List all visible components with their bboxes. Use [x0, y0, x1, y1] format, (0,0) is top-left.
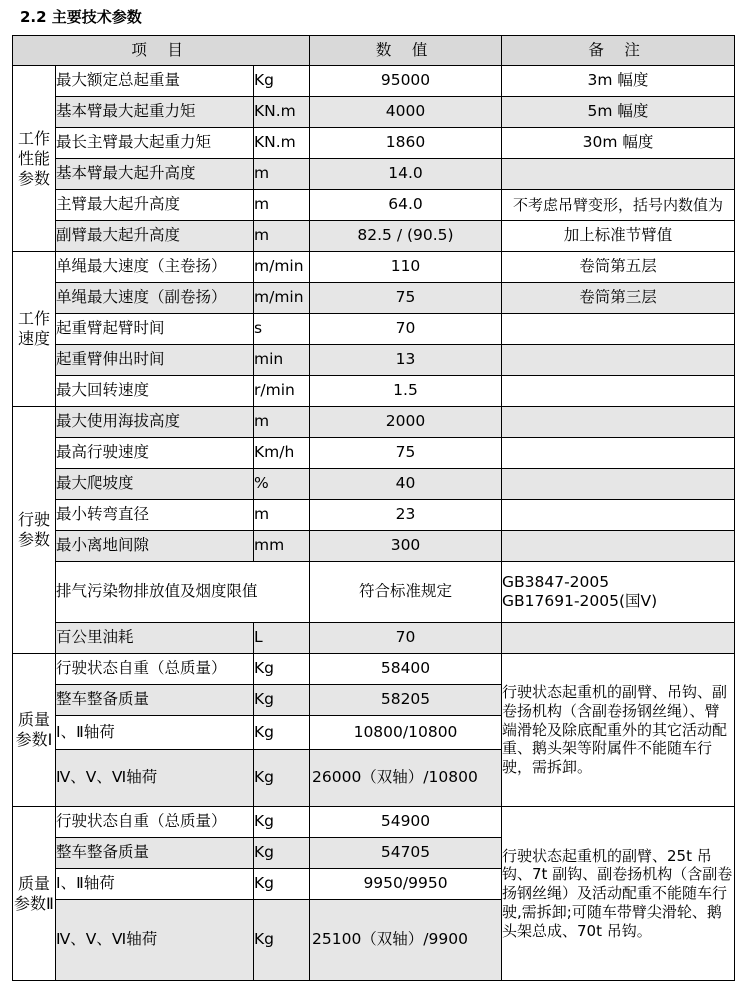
table-row: [13, 283, 735, 314]
param-name: 副臂最大起升高度: [56, 221, 254, 252]
param-unit: Kg: [254, 716, 310, 750]
param-value: 4000: [310, 97, 502, 128]
param-unit: s: [254, 314, 310, 345]
group-label-mass-2: 质量参数Ⅱ: [13, 807, 56, 981]
param-name: 最大使用海拔高度: [56, 407, 254, 438]
param-name: 排气污染物排放值及烟度限值: [56, 562, 310, 623]
param-unit: Kg: [254, 838, 310, 869]
param-value: 82.5 / (90.5): [310, 221, 502, 252]
param-value: 9950/9950: [310, 869, 502, 900]
group-label-driving: 行驶参数: [13, 407, 56, 654]
param-name: 行驶状态自重（总质量）: [56, 654, 254, 685]
param-remark: [502, 469, 735, 500]
group-label-speed: 工作速度: [13, 252, 56, 407]
table-row: [13, 376, 735, 407]
group-label-mass-1: 质量参数Ⅰ: [13, 654, 56, 807]
param-unit: Kg: [254, 807, 310, 838]
table-row: [13, 562, 735, 623]
param-remark: [502, 407, 735, 438]
param-name: Ⅳ、Ⅴ、Ⅵ轴荷: [56, 750, 254, 807]
header-remark: 备 注: [502, 36, 735, 66]
param-unit: Kg: [254, 654, 310, 685]
param-name: 单绳最大速度（主卷扬）: [56, 252, 254, 283]
table-row: [13, 221, 735, 252]
header-value: 数 值: [310, 36, 502, 66]
param-remark: 30m 幅度: [502, 128, 735, 159]
param-unit: m: [254, 190, 310, 221]
table-row: [13, 438, 735, 469]
param-remark: 不考虑吊臂变形，括号内数值为: [502, 190, 735, 221]
param-name: 整车整备质量: [56, 838, 254, 869]
param-remark: [502, 623, 735, 654]
param-name: 起重臂伸出时间: [56, 345, 254, 376]
param-name: 最小离地间隙: [56, 531, 254, 562]
param-unit: Kg: [254, 750, 310, 807]
table-row: [13, 314, 735, 345]
param-value: 70: [310, 623, 502, 654]
param-unit: KN.m: [254, 128, 310, 159]
table-row: [13, 807, 735, 838]
param-value: 23: [310, 500, 502, 531]
param-unit: m: [254, 407, 310, 438]
param-unit: m: [254, 500, 310, 531]
param-value: 75: [310, 283, 502, 314]
param-name: 基本臂最大起重力矩: [56, 97, 254, 128]
param-unit: Kg: [254, 869, 310, 900]
param-value: 300: [310, 531, 502, 562]
param-unit: %: [254, 469, 310, 500]
param-value: 1860: [310, 128, 502, 159]
param-value: 54900: [310, 807, 502, 838]
param-name: 行驶状态自重（总质量）: [56, 807, 254, 838]
remark-mass-1: 行驶状态起重机的副臂、吊钩、副卷扬机构（含副卷扬钢丝绳）、臂端滑轮及除底配重外的其它活动配重、鹅头架等附属件不能随车行驶，需拆卸。: [502, 654, 735, 807]
param-unit: m/min: [254, 252, 310, 283]
param-remark-standards: [502, 562, 735, 623]
remark-mass-2: 行驶状态起重机的副臂、25t 吊钩、7t 副钩、副卷扬机构（含副卷扬钢丝绳）及活动配重不能随车行驶,需拆卸;可随车带臂尖滑轮、鹅头架总成、70t 吊钩。: [502, 807, 735, 981]
param-remark: 卷筒第三层: [502, 283, 735, 314]
param-remark: 5m 幅度: [502, 97, 735, 128]
param-remark: [502, 531, 735, 562]
param-value: 64.0: [310, 190, 502, 221]
param-unit: Kg: [254, 66, 310, 97]
param-value: 70: [310, 314, 502, 345]
param-unit: Kg: [254, 900, 310, 981]
param-name: Ⅰ、Ⅱ轴荷: [56, 869, 254, 900]
param-value: 1.5: [310, 376, 502, 407]
param-name: 最大额定总起重量: [56, 66, 254, 97]
param-value: 75: [310, 438, 502, 469]
remark-standard-1: GB3847-2005: [502, 572, 610, 591]
param-value: 符合标准规定: [310, 562, 502, 623]
param-name: 整车整备质量: [56, 685, 254, 716]
param-name: 主臂最大起升高度: [56, 190, 254, 221]
param-name: Ⅰ、Ⅱ轴荷: [56, 716, 254, 750]
param-remark: 卷筒第五层: [502, 252, 735, 283]
param-remark: [502, 376, 735, 407]
technical-parameters-table: [12, 35, 735, 981]
param-unit: KN.m: [254, 97, 310, 128]
param-remark: [502, 500, 735, 531]
param-unit: m/min: [254, 283, 310, 314]
param-unit: m: [254, 159, 310, 190]
param-value: 110: [310, 252, 502, 283]
param-name: 最大回转速度: [56, 376, 254, 407]
param-remark: [502, 159, 735, 190]
param-unit: L: [254, 623, 310, 654]
table-row: [13, 623, 735, 654]
table-row: [13, 469, 735, 500]
param-value: 26000（双轴）/10800: [310, 750, 502, 807]
param-name: 最小转弯直径: [56, 500, 254, 531]
group-label-performance: 工作性能参数: [13, 66, 56, 252]
param-value: 54705: [310, 838, 502, 869]
param-value: 95000: [310, 66, 502, 97]
section-title: 2.2 主要技术参数: [20, 8, 142, 26]
table-row: [13, 500, 735, 531]
param-value: 13: [310, 345, 502, 376]
param-remark: [502, 345, 735, 376]
param-value: 2000: [310, 407, 502, 438]
param-unit: r/min: [254, 376, 310, 407]
param-remark: 加上标准节臂值: [502, 221, 735, 252]
table-row: [13, 190, 735, 221]
param-value: 40: [310, 469, 502, 500]
param-value: 10800/10800: [310, 716, 502, 750]
param-value: 58400: [310, 654, 502, 685]
param-remark: 3m 幅度: [502, 66, 735, 97]
table-row: [13, 252, 735, 283]
param-value: 25100（双轴）/9900: [310, 900, 502, 981]
param-name: 最大爬坡度: [56, 469, 254, 500]
table-row: [13, 345, 735, 376]
param-name: 起重臂起臂时间: [56, 314, 254, 345]
table-row: [13, 159, 735, 190]
param-unit: min: [254, 345, 310, 376]
param-unit: Km/h: [254, 438, 310, 469]
param-name: 单绳最大速度（副卷扬）: [56, 283, 254, 314]
remark-standard-2: GB17691-2005(国Ⅴ): [502, 592, 658, 610]
param-unit: m: [254, 221, 310, 252]
param-name: Ⅳ、Ⅴ、Ⅵ轴荷: [56, 900, 254, 981]
param-name: 基本臂最大起升高度: [56, 159, 254, 190]
table-row: [13, 531, 735, 562]
param-remark: [502, 314, 735, 345]
param-remark: [502, 438, 735, 469]
param-value: 14.0: [310, 159, 502, 190]
table-row: [13, 66, 735, 97]
header-item: 项 目: [13, 36, 310, 66]
table-row: [13, 654, 735, 685]
param-unit: mm: [254, 531, 310, 562]
table-row: [13, 407, 735, 438]
param-name: 最长主臂最大起重力矩: [56, 128, 254, 159]
param-value: 58205: [310, 685, 502, 716]
table-row: [13, 97, 735, 128]
table-row: [13, 128, 735, 159]
param-unit: Kg: [254, 685, 310, 716]
param-name: 百公里油耗: [56, 623, 254, 654]
param-name: 最高行驶速度: [56, 438, 254, 469]
table-header-row: [13, 36, 735, 66]
